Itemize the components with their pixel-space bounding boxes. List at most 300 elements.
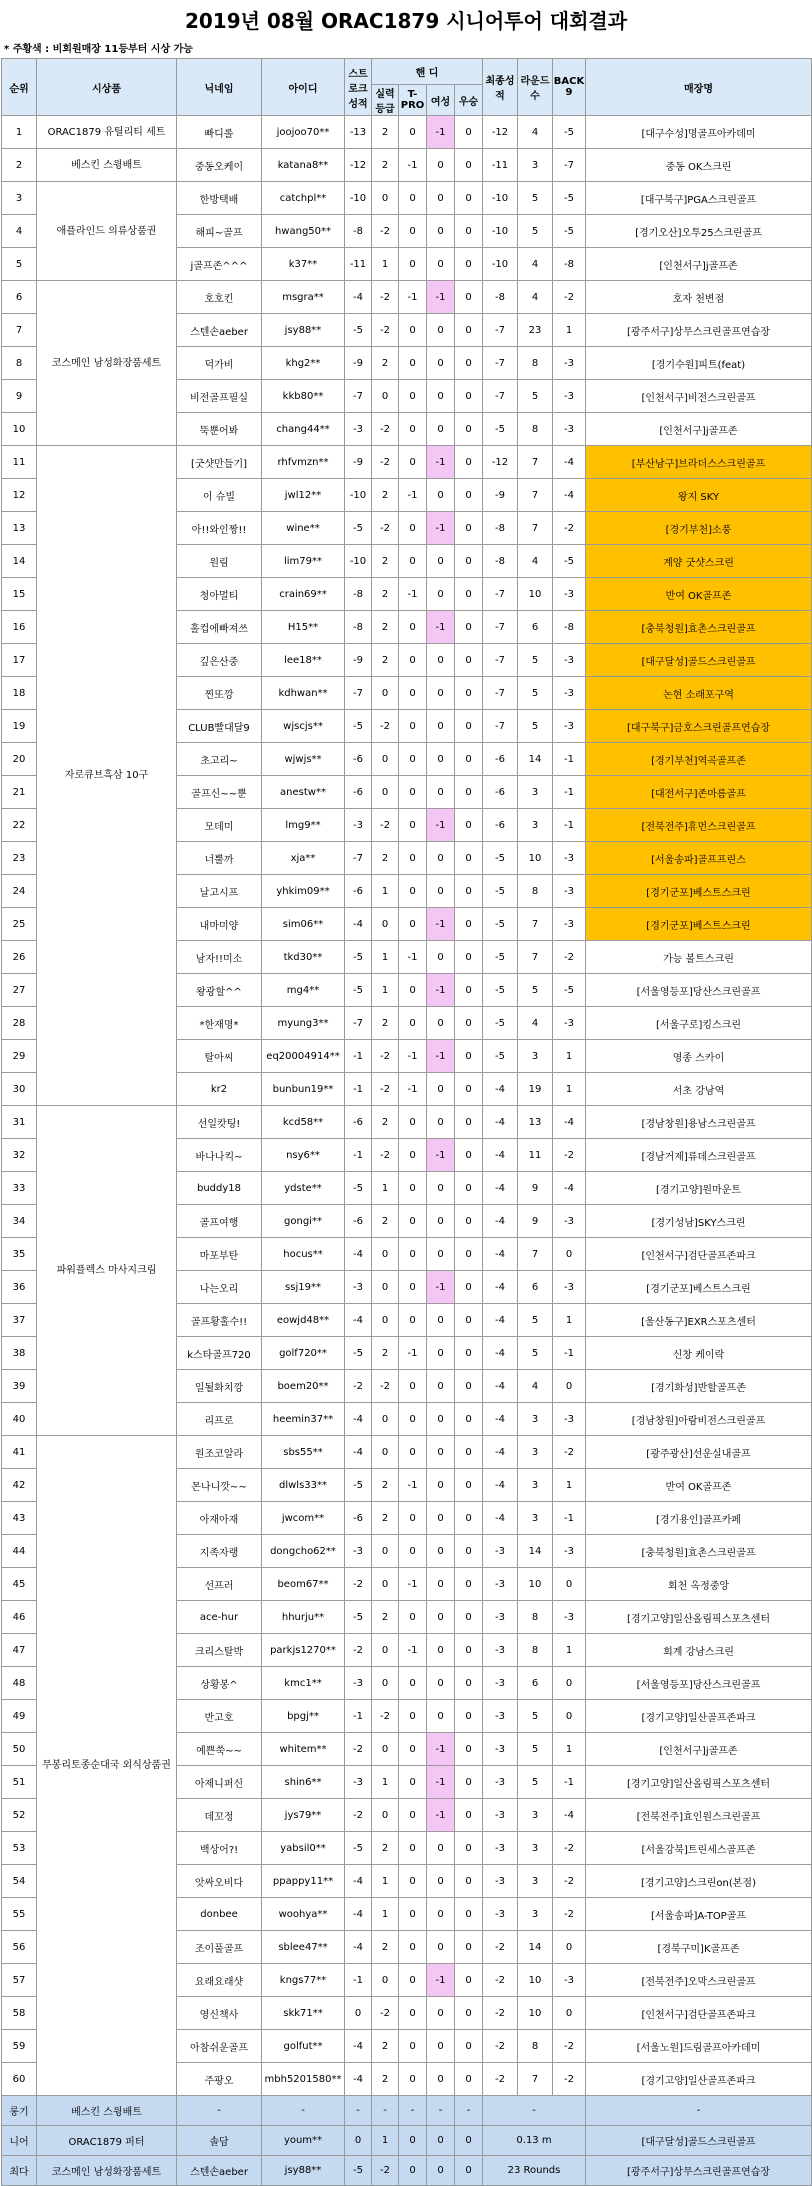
- rank-cell: 27: [2, 974, 37, 1007]
- id-cell: katana8**: [262, 149, 345, 182]
- stroke-cell: -5: [345, 1601, 372, 1634]
- skill-cell: 2: [372, 842, 399, 875]
- tpro-cell: 0: [399, 1271, 427, 1304]
- tpro-cell: -1: [399, 1337, 427, 1370]
- id-cell: beom67**: [262, 1568, 345, 1601]
- nickname-cell: 호호킨: [177, 281, 262, 314]
- stroke-cell: -5: [345, 1337, 372, 1370]
- award-tpro: -: [399, 2096, 427, 2126]
- rank-cell: 47: [2, 1634, 37, 1667]
- final-cell: -3: [483, 1733, 518, 1766]
- id-cell: gongi**: [262, 1205, 345, 1238]
- rounds-cell: 8: [518, 1601, 553, 1634]
- stroke-cell: -10: [345, 182, 372, 215]
- skill-cell: 0: [372, 1799, 399, 1832]
- winner-cell: 0: [455, 281, 483, 314]
- stroke-cell: -11: [345, 248, 372, 281]
- back9-cell: -3: [553, 380, 586, 413]
- tpro-cell: 0: [399, 248, 427, 281]
- female-cell: -1: [427, 1766, 455, 1799]
- tpro-cell: 0: [399, 446, 427, 479]
- female-cell: 0: [427, 1073, 455, 1106]
- female-cell: -1: [427, 446, 455, 479]
- id-cell: ydste**: [262, 1172, 345, 1205]
- rank-cell: 30: [2, 1073, 37, 1106]
- id-cell: heemin37**: [262, 1403, 345, 1436]
- rounds-cell: 3: [518, 149, 553, 182]
- header-female: 여성: [427, 85, 455, 116]
- nickname-cell: 주팡오: [177, 2063, 262, 2096]
- rank-cell: 42: [2, 1469, 37, 1502]
- nickname-cell: 선일캇팅!: [177, 1106, 262, 1139]
- id-cell: sbs55**: [262, 1436, 345, 1469]
- store-cell: [대구달성]골드스크린골프: [586, 644, 812, 677]
- rank-cell: 21: [2, 776, 37, 809]
- female-cell: -1: [427, 281, 455, 314]
- female-cell: 0: [427, 1370, 455, 1403]
- back9-cell: -4: [553, 1799, 586, 1832]
- header-stroke: 스트로크성적: [345, 59, 372, 116]
- store-cell: [전북전주]오막스크린골프: [586, 1964, 812, 1997]
- tpro-cell: 0: [399, 2030, 427, 2063]
- final-cell: -4: [483, 1502, 518, 1535]
- tpro-cell: -1: [399, 1469, 427, 1502]
- rank-cell: 8: [2, 347, 37, 380]
- stroke-cell: -5: [345, 314, 372, 347]
- female-cell: 0: [427, 1700, 455, 1733]
- award-store: [대구달성]골드스크린골프: [586, 2126, 812, 2156]
- final-cell: -4: [483, 1139, 518, 1172]
- id-cell: xja**: [262, 842, 345, 875]
- final-cell: -9: [483, 479, 518, 512]
- rank-cell: 52: [2, 1799, 37, 1832]
- skill-cell: 0: [372, 1535, 399, 1568]
- store-cell: 호자 천변점: [586, 281, 812, 314]
- rounds-cell: 10: [518, 578, 553, 611]
- winner-cell: 0: [455, 1106, 483, 1139]
- female-cell: 0: [427, 1931, 455, 1964]
- nickname-cell: 이 슈빌: [177, 479, 262, 512]
- final-cell: -4: [483, 1172, 518, 1205]
- rounds-cell: 5: [518, 1733, 553, 1766]
- stroke-cell: -5: [345, 512, 372, 545]
- page-title: 2019년 08월 ORAC1879 시니어투어 대회결과: [184, 9, 628, 33]
- store-cell: [경북구미]K골프존: [586, 1931, 812, 1964]
- stroke-cell: -2: [345, 1634, 372, 1667]
- winner-cell: 0: [455, 1832, 483, 1865]
- nickname-cell: k스타골프720: [177, 1337, 262, 1370]
- back9-cell: -3: [553, 1205, 586, 1238]
- tpro-cell: -1: [399, 281, 427, 314]
- nickname-cell: 너뿔까: [177, 842, 262, 875]
- skill-cell: 1: [372, 1172, 399, 1205]
- back9-cell: -4: [553, 1106, 586, 1139]
- nickname-cell: 원림: [177, 545, 262, 578]
- nickname-cell: 원조코알라: [177, 1436, 262, 1469]
- rounds-cell: 3: [518, 1436, 553, 1469]
- female-cell: 0: [427, 1106, 455, 1139]
- award-tpro: 0: [399, 2156, 427, 2186]
- id-cell: yhkim09**: [262, 875, 345, 908]
- store-cell: [대전서구]존마름골프: [586, 776, 812, 809]
- award-result: -: [483, 2096, 586, 2126]
- rounds-cell: 3: [518, 1040, 553, 1073]
- winner-cell: 0: [455, 776, 483, 809]
- skill-cell: -2: [372, 215, 399, 248]
- final-cell: -5: [483, 842, 518, 875]
- skill-cell: -2: [372, 314, 399, 347]
- stroke-cell: -8: [345, 215, 372, 248]
- award-winner: -: [455, 2096, 483, 2126]
- award-store: [광주서구]상무스크린골프연습장: [586, 2156, 812, 2186]
- stroke-cell: -5: [345, 710, 372, 743]
- final-cell: -4: [483, 1238, 518, 1271]
- store-cell: [경기고양]원마운트: [586, 1172, 812, 1205]
- stroke-cell: -2: [345, 1370, 372, 1403]
- rounds-cell: 7: [518, 479, 553, 512]
- id-cell: nsy6**: [262, 1139, 345, 1172]
- skill-cell: 1: [372, 974, 399, 1007]
- final-cell: -12: [483, 116, 518, 149]
- winner-cell: 0: [455, 1634, 483, 1667]
- female-cell: 0: [427, 1007, 455, 1040]
- female-cell: 0: [427, 1172, 455, 1205]
- store-cell: 회천 옥정중앙: [586, 1568, 812, 1601]
- rounds-cell: 4: [518, 545, 553, 578]
- nickname-cell: [굿샷만들기]: [177, 446, 262, 479]
- skill-cell: 0: [372, 1964, 399, 1997]
- skill-cell: 2: [372, 347, 399, 380]
- rounds-cell: 10: [518, 1997, 553, 2030]
- final-cell: -3: [483, 1535, 518, 1568]
- tpro-cell: 0: [399, 743, 427, 776]
- id-cell: boem20**: [262, 1370, 345, 1403]
- rounds-cell: 4: [518, 116, 553, 149]
- rank-cell: 59: [2, 2030, 37, 2063]
- store-cell: 중동 OK스크린: [586, 149, 812, 182]
- final-cell: -2: [483, 1997, 518, 2030]
- rounds-cell: 8: [518, 875, 553, 908]
- skill-cell: 2: [372, 1007, 399, 1040]
- stroke-cell: -4: [345, 1865, 372, 1898]
- nickname-cell: 아제니퍼신: [177, 1766, 262, 1799]
- stroke-cell: -3: [345, 1271, 372, 1304]
- prize-cell: 무봉리토종순대국 외식상품권: [37, 1436, 177, 2096]
- nickname-cell: 모데미: [177, 809, 262, 842]
- rounds-cell: 8: [518, 2030, 553, 2063]
- id-cell: ppappy11**: [262, 1865, 345, 1898]
- skill-cell: -2: [372, 1997, 399, 2030]
- id-cell: kdhwan**: [262, 677, 345, 710]
- final-cell: -7: [483, 611, 518, 644]
- id-cell: dlwls33**: [262, 1469, 345, 1502]
- nickname-cell: 아재아재: [177, 1502, 262, 1535]
- tpro-cell: 0: [399, 1172, 427, 1205]
- back9-cell: -2: [553, 512, 586, 545]
- back9-cell: -1: [553, 1502, 586, 1535]
- rounds-cell: 3: [518, 1832, 553, 1865]
- female-cell: 0: [427, 875, 455, 908]
- rounds-cell: 13: [518, 1106, 553, 1139]
- nickname-cell: 바나나킥~: [177, 1139, 262, 1172]
- female-cell: 0: [427, 842, 455, 875]
- nickname-cell: 마포부탄: [177, 1238, 262, 1271]
- female-cell: 0: [427, 710, 455, 743]
- final-cell: -4: [483, 1436, 518, 1469]
- skill-cell: 0: [372, 1304, 399, 1337]
- final-cell: -4: [483, 1271, 518, 1304]
- winner-cell: 0: [455, 743, 483, 776]
- back9-cell: 0: [553, 1700, 586, 1733]
- rounds-cell: 7: [518, 2063, 553, 2096]
- rank-cell: 9: [2, 380, 37, 413]
- back9-cell: 1: [553, 1733, 586, 1766]
- nickname-cell: 빠디롤: [177, 116, 262, 149]
- nickname-cell: 선프러: [177, 1568, 262, 1601]
- nickname-cell: 크리스탈박: [177, 1634, 262, 1667]
- nickname-cell: 반고호: [177, 1700, 262, 1733]
- id-cell: myung3**: [262, 1007, 345, 1040]
- nickname-cell: 아!!와인짱!!: [177, 512, 262, 545]
- winner-cell: 0: [455, 1370, 483, 1403]
- rounds-cell: 9: [518, 1205, 553, 1238]
- rank-cell: 36: [2, 1271, 37, 1304]
- rank-cell: 16: [2, 611, 37, 644]
- female-cell: 0: [427, 1238, 455, 1271]
- store-cell: [인천서구]검단골프존파크: [586, 1238, 812, 1271]
- rounds-cell: 5: [518, 710, 553, 743]
- skill-cell: 2: [372, 1832, 399, 1865]
- winner-cell: 0: [455, 809, 483, 842]
- tpro-cell: 0: [399, 1601, 427, 1634]
- rank-cell: 18: [2, 677, 37, 710]
- back9-cell: -2: [553, 1436, 586, 1469]
- rank-cell: 32: [2, 1139, 37, 1172]
- rank-cell: 13: [2, 512, 37, 545]
- skill-cell: 0: [372, 776, 399, 809]
- skill-cell: 2: [372, 1205, 399, 1238]
- tpro-cell: 0: [399, 1766, 427, 1799]
- tpro-cell: 0: [399, 1502, 427, 1535]
- back9-cell: -4: [553, 1172, 586, 1205]
- rank-cell: 46: [2, 1601, 37, 1634]
- nickname-cell: 비전골프필실: [177, 380, 262, 413]
- id-cell: khg2**: [262, 347, 345, 380]
- id-cell: jsy88**: [262, 314, 345, 347]
- id-cell: wjwjs**: [262, 743, 345, 776]
- award-skill: 1: [372, 2126, 399, 2156]
- stroke-cell: -8: [345, 611, 372, 644]
- female-cell: 0: [427, 149, 455, 182]
- rounds-cell: 14: [518, 1931, 553, 1964]
- rank-cell: 22: [2, 809, 37, 842]
- nickname-cell: 조이풀골프: [177, 1931, 262, 1964]
- store-cell: [경기군포]베스트스크린: [586, 875, 812, 908]
- skill-cell: -2: [372, 281, 399, 314]
- id-cell: parkjs1270**: [262, 1634, 345, 1667]
- tpro-cell: 0: [399, 1898, 427, 1931]
- nickname-cell: 한방택배: [177, 182, 262, 215]
- rank-cell: 39: [2, 1370, 37, 1403]
- female-cell: 0: [427, 644, 455, 677]
- skill-cell: 2: [372, 611, 399, 644]
- rounds-cell: 5: [518, 1700, 553, 1733]
- award-skill: -: [372, 2096, 399, 2126]
- store-cell: [경기고양]일산골프존파크: [586, 2063, 812, 2096]
- skill-cell: 2: [372, 1106, 399, 1139]
- award-label: 최다: [2, 2156, 37, 2186]
- id-cell: dongcho62**: [262, 1535, 345, 1568]
- table-row: [2, 1106, 812, 1139]
- skill-cell: 2: [372, 545, 399, 578]
- store-cell: [인천서구]비전스크린골프: [586, 380, 812, 413]
- female-cell: 0: [427, 1535, 455, 1568]
- winner-cell: 0: [455, 1436, 483, 1469]
- rank-cell: 34: [2, 1205, 37, 1238]
- nickname-cell: 골프신~~뿐: [177, 776, 262, 809]
- female-cell: 0: [427, 776, 455, 809]
- rounds-cell: 6: [518, 1667, 553, 1700]
- table-row: [2, 281, 812, 314]
- female-cell: -1: [427, 1271, 455, 1304]
- results-table: [1, 58, 812, 2186]
- back9-cell: -2: [553, 2063, 586, 2096]
- rank-cell: 7: [2, 314, 37, 347]
- female-cell: 0: [427, 1568, 455, 1601]
- final-cell: -7: [483, 578, 518, 611]
- nickname-cell: 나는오리: [177, 1271, 262, 1304]
- store-cell: [경기고양]스크린on(본점): [586, 1865, 812, 1898]
- rank-cell: 35: [2, 1238, 37, 1271]
- female-cell: -1: [427, 1964, 455, 1997]
- skill-cell: 2: [372, 578, 399, 611]
- tpro-cell: 0: [399, 1436, 427, 1469]
- back9-cell: -1: [553, 1337, 586, 1370]
- tpro-cell: 0: [399, 380, 427, 413]
- id-cell: lee18**: [262, 644, 345, 677]
- skill-cell: 1: [372, 941, 399, 974]
- winner-cell: 0: [455, 413, 483, 446]
- special-awards: [2, 2096, 812, 2186]
- tpro-cell: -1: [399, 1073, 427, 1106]
- final-cell: -4: [483, 1304, 518, 1337]
- skill-cell: 0: [372, 1436, 399, 1469]
- female-cell: 0: [427, 380, 455, 413]
- award-label: 니어: [2, 2126, 37, 2156]
- female-cell: 0: [427, 1832, 455, 1865]
- award-id: youm**: [262, 2126, 345, 2156]
- rounds-cell: 7: [518, 1238, 553, 1271]
- back9-cell: -3: [553, 644, 586, 677]
- skill-cell: 1: [372, 1865, 399, 1898]
- store-cell: 계양 굿샷스크린: [586, 545, 812, 578]
- skill-cell: 1: [372, 875, 399, 908]
- final-cell: -8: [483, 281, 518, 314]
- back9-cell: -3: [553, 1535, 586, 1568]
- skill-cell: 2: [372, 1469, 399, 1502]
- winner-cell: 0: [455, 1601, 483, 1634]
- final-cell: -4: [483, 1370, 518, 1403]
- stroke-cell: -2: [345, 1568, 372, 1601]
- back9-cell: -2: [553, 941, 586, 974]
- store-cell: [인천서구]j골프존: [586, 1733, 812, 1766]
- tpro-cell: 0: [399, 974, 427, 1007]
- stroke-cell: -10: [345, 479, 372, 512]
- tpro-cell: 0: [399, 314, 427, 347]
- winner-cell: 0: [455, 941, 483, 974]
- rank-cell: 48: [2, 1667, 37, 1700]
- rank-cell: 55: [2, 1898, 37, 1931]
- legend-note: * 주황색 : 비회원매장 11등부터 시상 가능: [4, 44, 193, 55]
- store-cell: 가능 볼트스크린: [586, 941, 812, 974]
- rounds-cell: 3: [518, 1799, 553, 1832]
- store-cell: [경기부천]역곡골프존: [586, 743, 812, 776]
- back9-cell: -1: [553, 743, 586, 776]
- winner-cell: 0: [455, 215, 483, 248]
- tpro-cell: -1: [399, 1634, 427, 1667]
- nickname-cell: CLUB빨대달9: [177, 710, 262, 743]
- stroke-cell: -13: [345, 116, 372, 149]
- tpro-cell: 0: [399, 1733, 427, 1766]
- rank-cell: 57: [2, 1964, 37, 1997]
- back9-cell: -5: [553, 974, 586, 1007]
- tpro-cell: 0: [399, 1799, 427, 1832]
- back9-cell: -3: [553, 908, 586, 941]
- tpro-cell: 0: [399, 842, 427, 875]
- store-cell: 반여 OK골프존: [586, 578, 812, 611]
- back9-cell: -3: [553, 710, 586, 743]
- store-cell: [경남창원]아람비전스크린골프: [586, 1403, 812, 1436]
- female-cell: 0: [427, 215, 455, 248]
- winner-cell: 0: [455, 1700, 483, 1733]
- id-cell: wine**: [262, 512, 345, 545]
- store-cell: [인천서구]j골프존: [586, 413, 812, 446]
- id-cell: k37**: [262, 248, 345, 281]
- id-cell: kcd58**: [262, 1106, 345, 1139]
- nickname-cell: 몬나니깟~~: [177, 1469, 262, 1502]
- skill-cell: 1: [372, 1766, 399, 1799]
- skill-cell: 0: [372, 380, 399, 413]
- stroke-cell: -1: [345, 1040, 372, 1073]
- store-cell: [서울송파]골프프린스: [586, 842, 812, 875]
- store-cell: [충북청원]효촌스크린골프: [586, 1535, 812, 1568]
- stroke-cell: -6: [345, 743, 372, 776]
- back9-cell: -3: [553, 1271, 586, 1304]
- tpro-cell: 0: [399, 545, 427, 578]
- skill-cell: 0: [372, 1403, 399, 1436]
- tpro-cell: 0: [399, 1370, 427, 1403]
- rounds-cell: 7: [518, 908, 553, 941]
- female-cell: 0: [427, 1502, 455, 1535]
- final-cell: -5: [483, 974, 518, 1007]
- winner-cell: 0: [455, 248, 483, 281]
- skill-cell: -2: [372, 1370, 399, 1403]
- nickname-cell: 영신책사: [177, 1997, 262, 2030]
- female-cell: -1: [427, 974, 455, 1007]
- female-cell: 0: [427, 941, 455, 974]
- nickname-cell: 왕광할^^: [177, 974, 262, 1007]
- skill-cell: -2: [372, 1139, 399, 1172]
- winner-cell: 0: [455, 182, 483, 215]
- id-cell: sblee47**: [262, 1931, 345, 1964]
- rounds-cell: 7: [518, 446, 553, 479]
- store-cell: 신창 케이락: [586, 1337, 812, 1370]
- final-cell: -5: [483, 1007, 518, 1040]
- skill-cell: 2: [372, 2063, 399, 2096]
- nickname-cell: 깊은산중: [177, 644, 262, 677]
- winner-cell: 0: [455, 974, 483, 1007]
- prize-cell: 애플라인드 의류상품권: [37, 182, 177, 281]
